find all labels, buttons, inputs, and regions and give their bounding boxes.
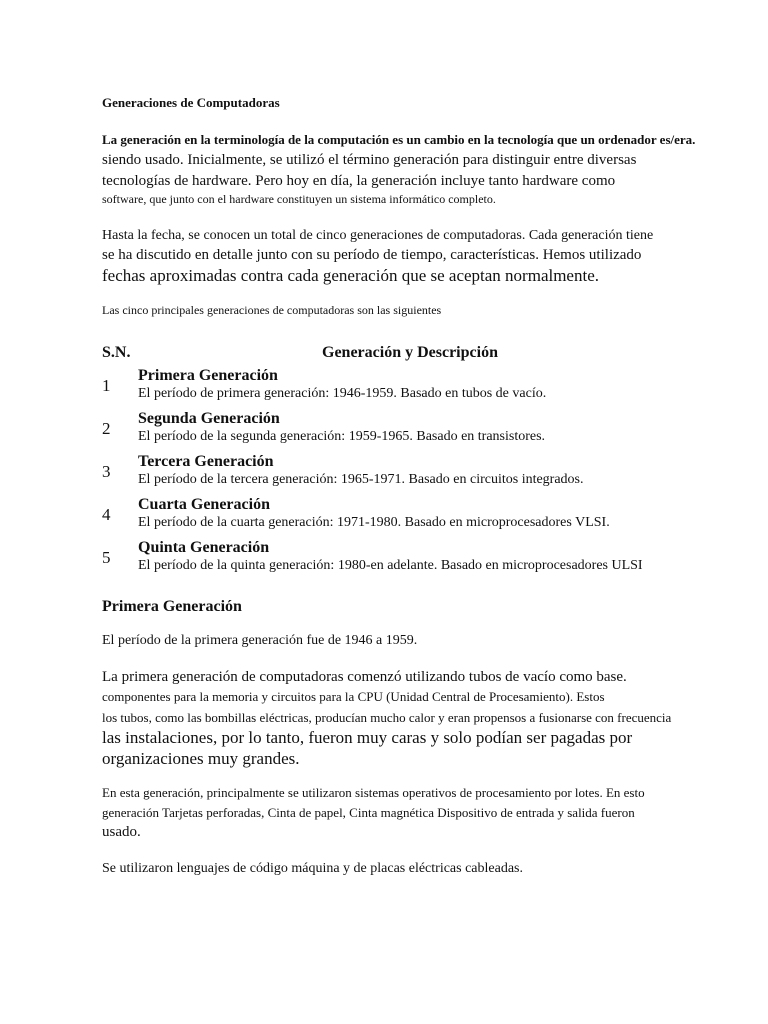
generation-name: Cuarta Generación <box>138 496 270 513</box>
para2-line-3: fechas aproximadas contra cada generación que se aceptan normalmente. <box>102 266 600 285</box>
section-p1-line-5: organizaciones muy grandes. <box>102 749 300 768</box>
intro-line-3: software, que junto con el hardware constituyen un sistema informático completo. <box>102 192 496 206</box>
row-number: 1 <box>102 376 111 395</box>
row-number: 5 <box>102 548 111 567</box>
para2-line-1: Hasta la fecha, se conocen un total de cinco generaciones de computadoras. Cada generación tiene <box>102 228 654 243</box>
para3: Las cinco principales generaciones de computadoras son las siguientes <box>102 303 442 317</box>
table-header-sn: S.N. <box>102 344 131 361</box>
generation-description: El período de la quinta generación: 1980-en adelante. Basado en microprocesadores ULSI <box>138 558 643 573</box>
section-heading: Primera Generación <box>102 598 242 615</box>
row-number: 4 <box>102 505 111 524</box>
section-p2-line-2: generación Tarjetas perforadas, Cinta de papel, Cinta magnética Dispositivo de entrada y salida fueron <box>102 805 635 820</box>
intro-line-1: siendo usado. Inicialmente, se utilizó el término generación para distinguir entre diversas <box>102 152 637 168</box>
section-p1-line-4: las instalaciones, por lo tanto, fueron muy caras y solo podían ser pagadas por <box>102 728 633 747</box>
para2-line-2: se ha discutido en detalle junto con su período de tiempo, características. Hemos utilizado <box>102 247 642 263</box>
generation-name: Tercera Generación <box>138 453 274 470</box>
table-header-description: Generación y Descripción <box>322 344 498 361</box>
intro-bold-line: La generación en la terminología de la computación es un cambio en la tecnología que un ordenador es/era. <box>102 132 696 147</box>
section-p2-line-1: En esta generación, principalmente se utilizaron sistemas operativos de procesamiento por lotes. En esto <box>102 785 645 800</box>
section-p1-line-1: La primera generación de computadoras comenzó utilizando tubos de vacío como base. <box>102 669 627 685</box>
section-p3: Se utilizaron lenguajes de código máquina y de placas eléctricas cableadas. <box>102 861 523 876</box>
section-period: El período de la primera generación fue de 1946 a 1959. <box>102 633 418 648</box>
generation-name: Primera Generación <box>138 367 278 384</box>
row-number: 3 <box>102 462 111 481</box>
section-p1-line-2: componentes para la memoria y circuitos para la CPU (Unidad Central de Procesamiento). Estos <box>102 689 605 704</box>
generation-description: El período de primera generación: 1946-1959. Basado en tubos de vacío. <box>138 386 547 401</box>
intro-line-2: tecnologías de hardware. Pero hoy en día, la generación incluye tanto hardware como <box>102 173 616 189</box>
document-title: Generaciones de Computadoras <box>102 95 280 110</box>
generation-name: Segunda Generación <box>138 410 280 427</box>
generation-description: El período de la cuarta generación: 1971-1980. Basado en microprocesadores VLSI. <box>138 515 610 530</box>
row-number: 2 <box>102 419 111 438</box>
generation-name: Quinta Generación <box>138 539 270 556</box>
section-p2-line-3: usado. <box>102 824 141 840</box>
section-p1-line-3: los tubos, como las bombillas eléctricas, producían mucho calor y eran propensos a fusionarse con frecuencia <box>102 710 672 725</box>
generation-description: El período de la segunda generación: 1959-1965. Basado en transistores. <box>138 429 546 444</box>
generation-description: El período de la tercera generación: 1965-1971. Basado en circuitos integrados. <box>138 472 584 487</box>
